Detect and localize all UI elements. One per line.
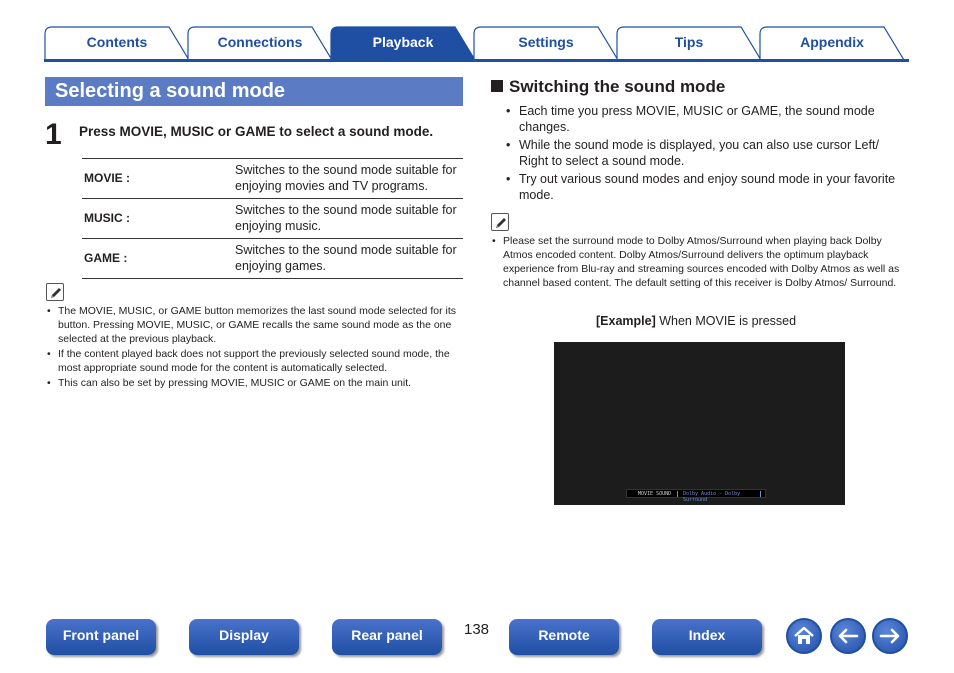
table-row — [82, 199, 463, 239]
example-text: When MOVIE is pressed — [655, 314, 797, 328]
pencil-note-icon — [491, 213, 509, 231]
list-item: • Try out various sound modes and enjoy sound mode in your favorite mode. — [506, 171, 902, 203]
sub-section-title — [491, 77, 725, 97]
tab-label: Tips — [674, 34, 704, 50]
index-button[interactable]: Index — [652, 619, 762, 655]
tab-playback[interactable] — [330, 26, 476, 59]
osd-label: MOVIE SOUND — [638, 491, 672, 497]
tab-settings[interactable] — [473, 26, 619, 59]
list-item: • Please set the surround mode to Dolby Atmos/Surround when playing back Dolby Atmos encoded content. Dolby Atmos/Surround delivers the optimum playback experience from Blu-ray and streaming sources encoded with Dolby Atmos as well as channel based content. The default setting of this receiver is Dolby Atmos/ Surround. — [492, 234, 912, 290]
list-item: • If the content played back does not support the previously selected sound mode, the most appropriate sound mode for the content is automatically selected. — [47, 347, 465, 375]
display-button[interactable]: Display — [189, 619, 299, 655]
tab-label: Appendix — [800, 34, 864, 50]
next-page-button[interactable] — [872, 618, 908, 654]
tab-label: Connections — [217, 34, 303, 50]
mode-key: MOVIE : — [82, 159, 235, 199]
list-item: • This can also be set by pressing MOVIE, MUSIC or GAME on the main unit. — [47, 376, 465, 390]
left-notes-list — [47, 304, 465, 391]
tab-appendix[interactable] — [759, 26, 905, 59]
sound-mode-table — [82, 158, 463, 279]
right-notes-list — [492, 234, 912, 291]
tab-connections[interactable] — [187, 26, 333, 59]
example-label: [Example] — [596, 314, 656, 328]
tv-screen-illustration — [554, 342, 845, 505]
right-bullet-list — [506, 103, 902, 205]
list-item: • The MOVIE, MUSIC, or GAME button memorizes the last sound mode selected for its button. Pressing MOVIE, MUSIC, or GAME recalls the same sound mode as the one selected at the previous playback. — [47, 304, 465, 346]
arrow-left-icon — [836, 624, 860, 648]
list-item: • While the sound mode is displayed, you can also use cursor Left/ Right to select a sound mode. — [506, 137, 902, 169]
square-bullet-icon — [491, 80, 503, 92]
arrow-right-icon — [878, 624, 902, 648]
mode-description: Switches to the sound mode suitable for enjoying games. — [235, 239, 463, 279]
osd-bracket — [677, 491, 678, 497]
previous-page-button[interactable] — [830, 618, 866, 654]
top-tab-bar — [44, 26, 910, 62]
rear-panel-button[interactable]: Rear panel — [332, 619, 442, 655]
osd-bracket — [760, 491, 761, 497]
mode-description: Switches to the sound mode suitable for enjoying movies and TV programs. — [235, 159, 463, 199]
section-title: Selecting a sound mode — [45, 77, 463, 106]
example-caption — [596, 314, 796, 328]
step-number: 1 — [45, 118, 62, 151]
remote-button[interactable]: Remote — [509, 619, 619, 655]
tab-contents[interactable] — [44, 26, 190, 59]
pencil-note-icon — [46, 283, 64, 301]
sub-section-title-text: Switching the sound mode — [509, 77, 726, 96]
on-screen-display — [626, 489, 766, 503]
mode-key: GAME : — [82, 239, 235, 279]
tab-label: Contents — [86, 34, 148, 50]
home-button[interactable] — [786, 618, 822, 654]
mode-description: Switches to the sound mode suitable for enjoying music. — [235, 199, 463, 239]
page-number: 138 — [464, 621, 490, 638]
tab-label: Playback — [372, 34, 434, 50]
tab-label: Settings — [518, 34, 574, 50]
front-panel-button[interactable]: Front panel — [46, 619, 156, 655]
list-item: • Each time you press MOVIE, MUSIC or GAME, the sound mode changes. — [506, 103, 902, 135]
table-row — [82, 239, 463, 279]
mode-key: MUSIC : — [82, 199, 235, 239]
table-row — [82, 159, 463, 199]
osd-value: Dolby Audio - Dolby Surround — [683, 491, 741, 503]
tab-tips[interactable] — [616, 26, 762, 59]
step-instruction: Press MOVIE, MUSIC or GAME to select a sound mode. — [79, 124, 434, 139]
tab-underline — [44, 59, 909, 62]
home-icon — [792, 624, 816, 648]
